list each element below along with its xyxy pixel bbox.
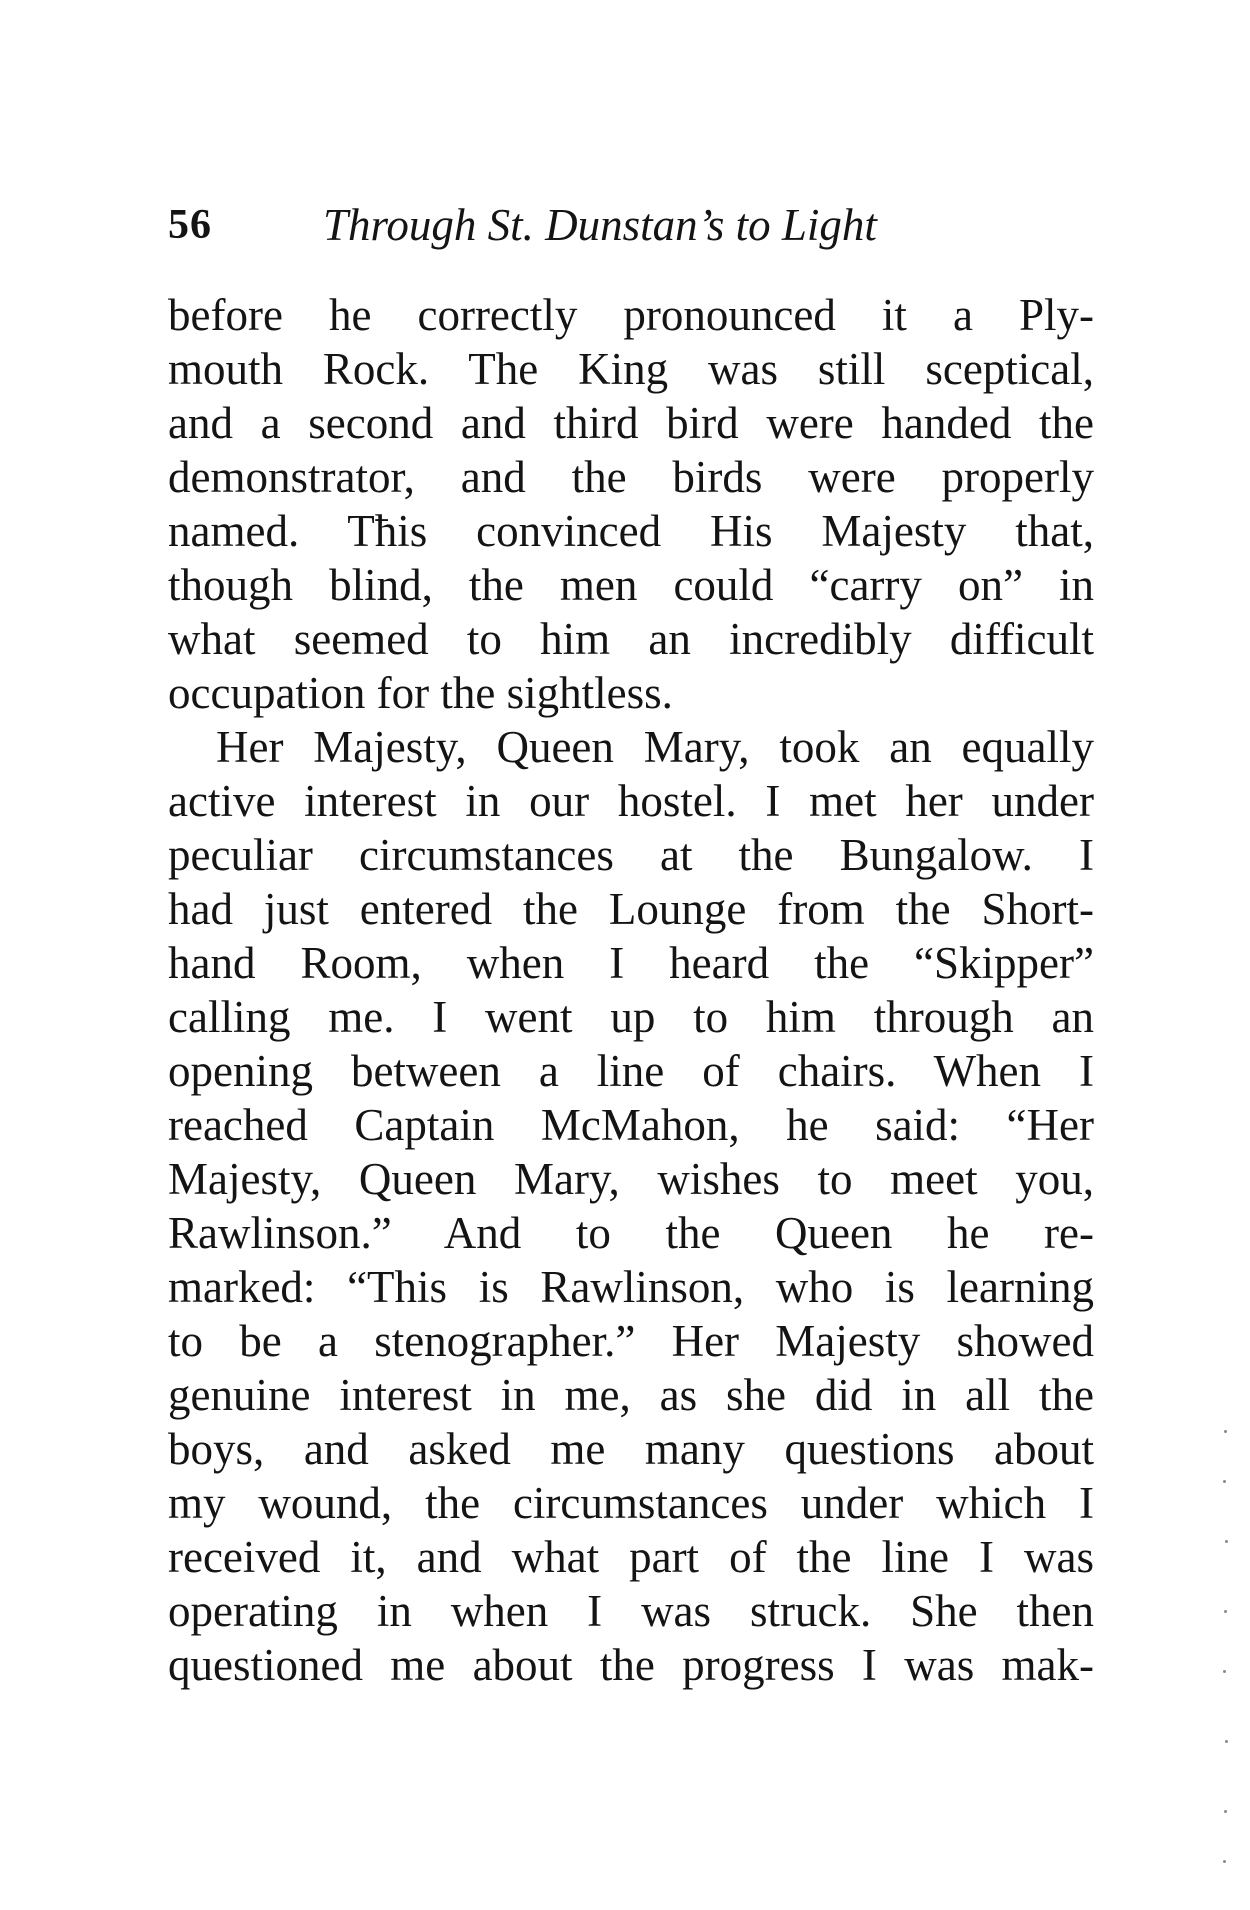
page-number: 56	[168, 202, 212, 248]
running-head	[168, 190, 1098, 260]
text-line: demonstrator, and the birds were properly	[168, 452, 1094, 502]
text-line: operating in when I was struck. She then	[168, 1586, 1094, 1636]
scan-speck	[1224, 1430, 1227, 1433]
scan-speck	[1223, 1480, 1226, 1483]
text-line: received it, and what part of the line I was	[168, 1532, 1094, 1582]
text-line: marked: “This is Rawlinson, who is learning	[168, 1262, 1094, 1312]
text-line: before he correctly pronounced it a Ply-	[168, 290, 1094, 340]
text-line: genuine interest in me, as she did in all the	[168, 1370, 1094, 1420]
body-text	[168, 288, 1094, 1692]
text-line: had just entered the Lounge from the Short-	[168, 884, 1094, 934]
scan-speck	[1224, 1610, 1227, 1613]
text-line: mouth Rock. The King was still sceptical,	[168, 344, 1094, 394]
text-line: peculiar circumstances at the Bungalow. I	[168, 830, 1094, 880]
scan-specks	[1222, 1420, 1230, 1890]
text-line: hand Room, when I heard the “Skipper”	[168, 938, 1094, 988]
text-line: opening between a line of chairs. When I	[168, 1046, 1094, 1096]
scan-speck	[1225, 1740, 1228, 1743]
text-line: reached Captain McMahon, he said: “Her	[168, 1100, 1094, 1150]
paragraph-1	[168, 288, 1094, 720]
paragraph-2	[168, 720, 1094, 1692]
book-title: Through St. Dunstan’s to Light	[323, 200, 877, 250]
text-line: though blind, the men could “carry on” in	[168, 560, 1094, 610]
text-line: to be a stenographer.” Her Majesty showed	[168, 1316, 1094, 1366]
text-line: my wound, the circumstances under which I	[168, 1478, 1094, 1528]
text-line: boys, and asked me many questions about	[168, 1424, 1094, 1474]
scan-speck	[1225, 1540, 1228, 1543]
scan-speck	[1223, 1670, 1226, 1673]
text-line: questioned me about the progress I was mak-	[168, 1640, 1094, 1690]
text-line: named. Tħis convinced His Majesty that,	[168, 506, 1094, 556]
text-line: Rawlinson.” And to the Queen he re-	[168, 1208, 1094, 1258]
text-line: what seemed to him an incredibly difficult	[168, 614, 1094, 664]
scan-speck	[1223, 1860, 1226, 1863]
text-line: calling me. I went up to him through an	[168, 992, 1094, 1042]
text-line: Her Majesty, Queen Mary, took an equally	[216, 722, 1094, 772]
text-line: Majesty, Queen Mary, wishes to meet you,	[168, 1154, 1094, 1204]
text-line: and a second and third bird were handed the	[168, 398, 1094, 448]
text-line: active interest in our hostel. I met her under	[168, 776, 1094, 826]
scan-speck	[1224, 1810, 1227, 1813]
text-line: occupation for the sightless.	[168, 668, 673, 718]
